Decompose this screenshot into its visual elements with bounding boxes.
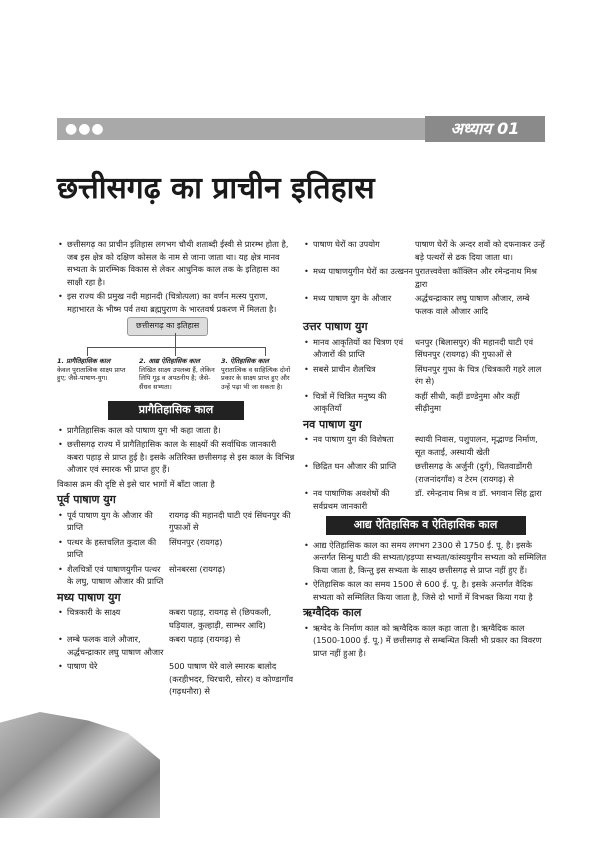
tree-node-text: पुरातात्विक व साहित्यिक दोनों प्रकार के साक्ष्य प्राप्त हुए और उन्हें पढ़ा भी जा सकता है। <box>221 365 291 391</box>
heading-rigvedic: ऋग्वैदिक काल <box>303 606 362 619</box>
row-value: कहीं सीधी, कहीं डण्डेनुमा और कहीं सीढ़ीनुमा <box>415 390 520 413</box>
rock-image <box>0 712 160 818</box>
row-value: छत्तीसगढ़ के अर्जुनी (दुर्ग), चितवाडोंगरी (राजनांदगाँव) व टेरम (रायगढ़) से <box>415 461 533 484</box>
table-row <box>303 363 548 388</box>
chapter-header-bar <box>57 118 545 140</box>
tree-node-protohistoric <box>139 357 217 391</box>
right-column <box>303 238 548 661</box>
table-row <box>303 336 548 361</box>
tree-connector <box>87 347 265 348</box>
tree-node-title: 1. प्रागैतिहासिक काल <box>57 357 111 365</box>
row-value: धनपुर (बिलासपुर) की महानदी घाटी एवं सिंघनपुर (रायगढ़) की गुफाओं से <box>415 336 534 359</box>
row-key: • पाषाण घेरे <box>57 660 169 698</box>
row-value: पुरातत्त्ववेत्ता कॉक्लिन और रमेन्द्रनाथ मिश्र द्वारा <box>415 266 537 289</box>
row-key: • पाषाण घेरों का उपयोग <box>303 238 415 263</box>
table-row <box>57 563 295 588</box>
page-title: छत्तीसगढ़ का प्राचीन इतिहास <box>57 171 375 206</box>
row-key: • मध्य पाषाणयुगीन घेरों का उत्खनन <box>303 265 415 290</box>
row-key: • पत्थर के हस्तचलित कुदाल की प्राप्ति <box>57 536 169 561</box>
heading-mesolithic: मध्य पाषाण युग <box>57 590 121 604</box>
tree-connector <box>87 347 88 356</box>
row-value: स्थायी निवास, पशुपालन, मृद्भाण्ड निर्माण, सूत कताई, अस्थायी खेती <box>415 434 538 457</box>
table-row <box>303 460 548 485</box>
intro-paragraph: • छत्तीसगढ़ का प्राचीन इतिहास लगभग चौथी शताब्दी ईस्वी से प्रारम्भ होता है, जब इस क्षेत्र को दक्षिण कोसल के नाम से जाना जाता था। यह क्षेत्र मानव सभ्यता के प्रारम्भिक विकास से लेकर आधुनिक काल तक के इतिहास का साक्षी रहा है। <box>57 238 295 288</box>
row-key: • छिद्रित घन औजार की प्राप्ति <box>303 460 415 485</box>
bullet-text: • प्रागैतिहासिक काल को पाषाण युग भी कहा जाता है। <box>57 424 295 437</box>
row-key: • चित्रों में चित्रित मनुष्य की आकृतियाँ <box>303 390 415 415</box>
row-value: 500 पाषाण घेरे वाले स्मारक बालोद (करहीभदर, चिरचारी, सोरर) व कोण्डागाँव (गढ़धनौरा) से <box>169 661 294 696</box>
bullet-text: • ऐतिहासिक काल का समय 1500 से 600 ई. पू. है। इसके अन्तर्गत वैदिक सभ्यता को सम्मिलित किया जाता है, जिसे दो भागों में विभक्त किया गया है <box>303 578 548 603</box>
heading-neolithic: नव पाषाण युग <box>303 417 362 431</box>
tree-node-text: केवल पुरातात्विक साक्ष्य प्राप्त हुए; जैसे-पाषाण-युग। <box>57 365 126 382</box>
row-value: पाषाण घेरों के अन्दर शवों को दफनाकर उन्हें बड़े पत्थरों से ढक दिया जाता था। <box>415 239 545 262</box>
table-row <box>303 487 548 512</box>
table-row <box>303 292 548 317</box>
row-value: अर्द्धचन्द्राकार लघु पाषाण औजार, लम्बे फलक वाले औजार आदि <box>415 293 530 316</box>
row-key: • पूर्व पाषाण युग के औजार की प्राप्ति <box>57 509 169 534</box>
tree-node-text: लिखित साक्ष्य उपलब्ध हैं, लेकिन लिपि गूढ़ व अपठनीय है; जैसे-सैंधव सभ्यता। <box>139 365 215 391</box>
row-value: सिंघनपुर (रायगढ़) <box>169 536 223 547</box>
table-row <box>303 238 548 263</box>
left-column <box>57 238 295 700</box>
row-value: सोनबरसा (रायगढ़) <box>169 563 226 574</box>
row-key: • नव पाषाण युग की विशेषता <box>303 433 415 458</box>
dots-icon: ●●● <box>65 121 105 137</box>
table-row <box>57 633 295 658</box>
table-row <box>57 536 295 561</box>
bullet-text: • आद्य ऐतिहासिक काल का समय लगभग 2300 से 1750 ई. पू. है। इसके अन्तर्गत सिन्धु घाटी की सभ्यता/हड़प्पा सभ्यता/कांस्ययुगीन सभ्यता को सम्मिलित किया जाता है, किन्तु इस सभ्यता के साक्ष्य छत्तीसगढ़ से प्राप्त नहीं हुए हैं। <box>303 539 548 577</box>
table-row <box>57 660 295 698</box>
row-value: डॉ. रमेन्द्रनाथ मिश्र व डॉ. भगवान सिंह द्वारा <box>415 488 542 498</box>
row-value: सिंघनपुर गुफा के चित्र (चित्रकारी गहरे लाल रंग से) <box>415 363 542 386</box>
intro-paragraph: • इस राज्य की प्रमुख नदी महानदी (चित्रोत्पला) का वर्णन मत्स्य पुराण, महाभारत के भीष्म पर्व तथा ब्रह्मपुराण के भारतवर्ष प्रकरण में मिलता है। <box>57 290 295 315</box>
table-row <box>57 509 295 534</box>
tree-connector <box>265 347 266 356</box>
table-row <box>303 390 548 415</box>
tree-node-prehistoric <box>57 357 135 383</box>
tree-node-title: 3. ऐतिहासिक काल <box>221 357 269 365</box>
row-key: • मध्य पाषाण युग के औजार <box>303 292 415 317</box>
row-key: • शैलचित्रों एवं पाषाणयुगीन पत्थर के लघु, पाषाण औजार की प्राप्ति <box>57 563 169 588</box>
row-value: कबरा पहाड़, रायगढ़ से (छिपकली, घड़ियाल, कुल्हाड़ी, साम्भर आदि) <box>169 607 272 630</box>
row-key: • चित्रकारी के साक्ष्य <box>57 606 169 631</box>
tree-root: छत्तीसगढ़ का इतिहास <box>127 317 208 336</box>
table-row <box>303 265 548 290</box>
bullet-text: • छत्तीसगढ़ राज्य में प्रागैतिहासिक काल के साक्ष्यों की सर्वाधिक जानकारी कबरा पहाड़ से प्राप्त हुई है। इसके अतिरिक्त छत्तीसगढ़ से इस काल के विभिन्न औजार एवं स्मारक भी प्राप्त हुए हैं। <box>57 438 295 476</box>
table-row <box>303 433 548 458</box>
note-text: विकास क्रम की दृष्टि से इसे चार भागों में बाँटा जाता है <box>57 478 215 489</box>
row-value: कबरा पहाड़ (रायगढ़) से <box>169 634 241 644</box>
heading-upper-paleolithic: उत्तर पाषाण युग <box>303 320 368 333</box>
history-tree-diagram <box>57 317 295 397</box>
heading-lower-paleolithic: पूर्व पाषाण युग <box>57 493 116 506</box>
row-key: • मानव आकृतियों का चित्रण एवं औजारों की प्राप्ति <box>303 336 415 361</box>
tree-connector <box>175 333 176 347</box>
bullet-text: • ऋग्वेद के निर्माण काल को ऋग्वैदिक काल कहा जाता है। ऋग्वैदिक काल (1500-1000 ई. पू.) में छत्तीसगढ़ से सम्बन्धित किसी भी प्रकार का विवरण प्राप्त नहीं हुआ है। <box>303 622 548 660</box>
tree-node-title: 2. आद्य ऐतिहासिक काल <box>139 357 200 365</box>
tree-node-historic <box>221 357 299 391</box>
row-key: • लम्बे फलक वाले औजार, अर्द्धचन्द्राकार लघु पाषाण औजार <box>57 633 169 658</box>
row-value: रायगढ़ की महानदी घाटी एवं सिंघनपुर की गुफाओं से <box>169 509 291 532</box>
section-band-protohistoric: आद्य ऐतिहासिक व ऐतिहासिक काल <box>326 516 526 535</box>
section-band-prehistoric: प्रागैतिहासिक काल <box>108 401 244 420</box>
table-row <box>57 606 295 631</box>
chapter-label: अध्याय 01 <box>425 116 545 142</box>
row-key: • सबसे प्राचीन शैलचित्र <box>303 363 415 388</box>
row-key: • नव पाषाणिक अवशेषों की सर्वप्रथम जानकारी <box>303 487 415 512</box>
tree-connector <box>175 347 176 356</box>
